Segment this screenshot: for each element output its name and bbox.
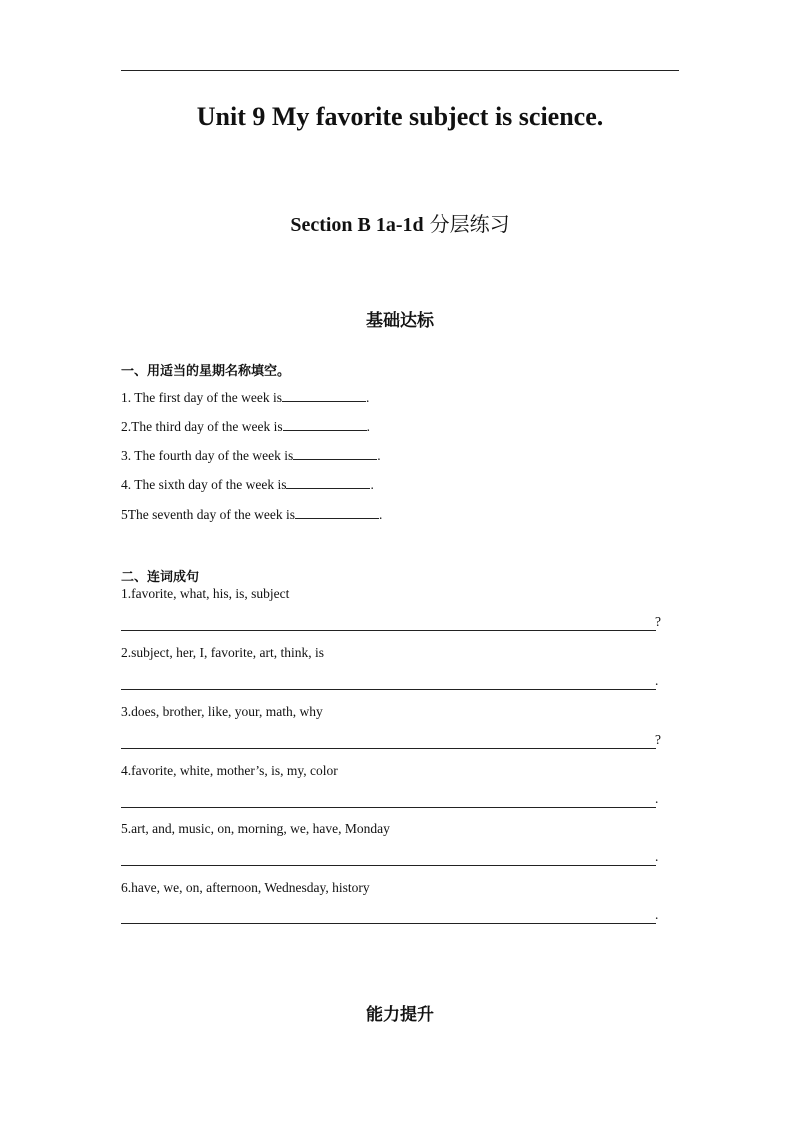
subtitle-section: Section B 1a-1d — [290, 214, 424, 236]
part1-heading: 一、用适当的星期名称填空。 — [121, 364, 291, 379]
word-order-prompt: 3.does, brother, like, your, math, why — [121, 704, 323, 719]
fill-blank-end: . — [365, 390, 370, 405]
word-order-prompt: 4.favorite, white, mother’s, is, my, color — [121, 763, 338, 778]
fill-blank-question: 5The seventh day of the week is — [121, 507, 295, 522]
worksheet-title: Unit 9 My favorite subject is science. — [196, 102, 604, 131]
word-order-prompt: 1.favorite, what, his, is, subject — [121, 586, 290, 601]
fill-blank-item — [121, 389, 369, 406]
word-order-prompt: 6.have, we, on, afternoon, Wednesday, history — [121, 880, 370, 895]
answer-end-mark: ? — [655, 732, 661, 747]
worksheet-subtitle — [0, 208, 800, 237]
fill-blank-line[interactable] — [283, 418, 367, 431]
level-heading-basic: 基础达标 — [366, 311, 434, 331]
fill-blank-end: . — [370, 477, 374, 492]
fill-blank-line[interactable] — [293, 447, 377, 460]
answer-end-mark: . — [655, 849, 659, 864]
part2-heading: 二、连词成句 — [121, 570, 200, 585]
header-rule — [121, 70, 679, 71]
answer-line[interactable] — [121, 629, 656, 631]
fill-blank-item — [121, 476, 374, 493]
word-order-prompt: 2.subject, her, I, favorite, art, think, is — [121, 645, 325, 660]
answer-line[interactable] — [121, 806, 656, 808]
level-heading-advanced: 能力提升 — [366, 1005, 434, 1025]
answer-end-mark: . — [655, 907, 659, 922]
fill-blank-item — [121, 506, 382, 523]
answer-line[interactable] — [121, 747, 656, 749]
fill-blank-item — [121, 447, 381, 464]
answer-end-mark: . — [655, 791, 659, 806]
subtitle-practice-label: 分层练习 — [429, 212, 510, 236]
fill-blank-item — [121, 418, 370, 435]
fill-blank-line[interactable] — [295, 506, 379, 519]
answer-end-mark: ? — [655, 614, 661, 629]
answer-line[interactable] — [121, 922, 656, 924]
fill-blank-question: 1. The first day of the week is — [121, 390, 282, 405]
fill-blank-line[interactable] — [282, 389, 366, 402]
word-order-prompt: 5.art, and, music, on, morning, we, have, Monday — [121, 821, 390, 836]
fill-blank-end: . — [377, 448, 381, 463]
fill-blank-line[interactable] — [286, 476, 370, 489]
answer-line[interactable] — [121, 688, 656, 690]
fill-blank-end: . — [366, 419, 370, 434]
fill-blank-end: . — [378, 507, 383, 522]
fill-blank-question: 4. The sixth day of the week is — [121, 477, 287, 492]
fill-blank-question: 2.The third day of the week is — [121, 419, 283, 434]
fill-blank-question: 3. The fourth day of the week is — [121, 448, 294, 463]
answer-end-mark: . — [655, 673, 659, 688]
answer-line[interactable] — [121, 864, 656, 866]
